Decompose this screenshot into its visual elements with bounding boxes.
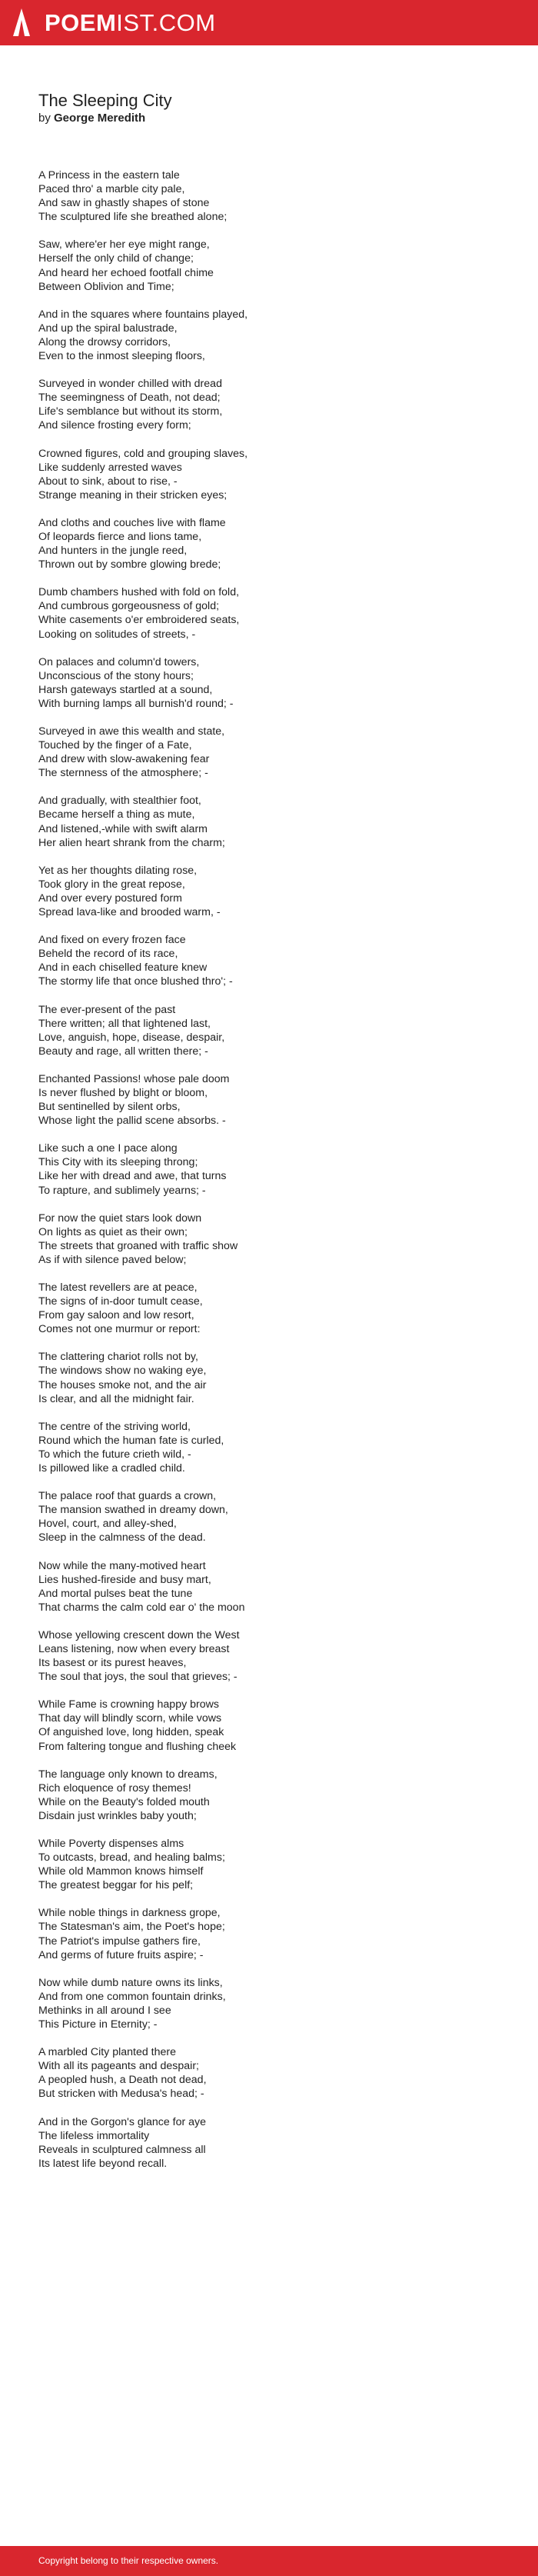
poem-line: About to sink, about to rise, - bbox=[38, 475, 178, 488]
poem-body bbox=[38, 168, 247, 2184]
poem-line: To rapture, and sublimely yearns; - bbox=[38, 1184, 206, 1197]
poem-line: Lies hushed-fireside and busy mart, bbox=[38, 1573, 211, 1586]
poem-line: And gradually, with stealthier foot, bbox=[38, 795, 201, 808]
poem-line: And mortal pulses beat the tune bbox=[38, 1587, 193, 1600]
poem-line: And cloths and couches live with flame bbox=[38, 516, 226, 529]
poem-line: Spread lava-like and brooded warm, - bbox=[38, 906, 221, 919]
byline bbox=[38, 111, 172, 126]
poem-line: Rich eloquence of rosy themes! bbox=[38, 1781, 191, 1795]
poem-line: Like suddenly arrested waves bbox=[38, 461, 182, 474]
poem-line: While noble things in darkness grope, bbox=[38, 1907, 221, 1920]
poem-line: Methinks in all around I see bbox=[38, 2004, 171, 2017]
stanza bbox=[38, 1350, 247, 1405]
poem-line: Its basest or its purest heaves, bbox=[38, 1657, 187, 1670]
poem-line: The Statesman's aim, the Poet's hope; bbox=[38, 1921, 225, 1934]
stanza bbox=[38, 1976, 247, 2031]
poem-line: And drew with slow-awakening fear bbox=[38, 753, 210, 766]
poem-line: Harsh gateways startled at a sound, bbox=[38, 683, 213, 696]
poem-line: The soul that joys, the soul that grieves; - bbox=[38, 1671, 237, 1684]
poem-line: That day will blindly scorn, while vows bbox=[38, 1712, 222, 1725]
stanza bbox=[38, 1768, 247, 1823]
poem-line: Even to the inmost sleeping floors, bbox=[38, 350, 205, 363]
poem-line: Along the drowsy corridors, bbox=[38, 335, 171, 348]
poem-line: With burning lamps all burnish'd round; - bbox=[38, 697, 234, 710]
poem-line: Herself the only child of change; bbox=[38, 252, 194, 265]
poem-line: And over every postured form bbox=[38, 891, 182, 905]
poem-line: Whose light the pallid scene absorbs. - bbox=[38, 1115, 226, 1128]
stanza bbox=[38, 1489, 247, 1545]
poem-line: For now the quiet stars look down bbox=[38, 1211, 202, 1225]
poem-line: And in the Gorgon's glance for aye bbox=[38, 2115, 207, 2128]
poem-line: Beauty and rage, all written there; - bbox=[38, 1045, 208, 1058]
poem-line: And fixed on every frozen face bbox=[38, 934, 186, 947]
poem-line: A marbled City planted there bbox=[38, 2046, 177, 2059]
poem-line: On palaces and column'd towers, bbox=[38, 655, 200, 668]
poem-line: While Poverty dispenses alms bbox=[38, 1838, 184, 1850]
poem-line: Unconscious of the stony hours; bbox=[38, 669, 194, 682]
stanza bbox=[38, 1906, 247, 1961]
poem-line: Took glory in the great repose, bbox=[38, 878, 185, 891]
stanza bbox=[38, 725, 247, 780]
stanza bbox=[38, 1281, 247, 1336]
stanza bbox=[38, 1698, 247, 1753]
poem-line: Sleep in the calmness of the dead. bbox=[38, 1531, 206, 1545]
poem-line: Beheld the record of its race, bbox=[38, 948, 178, 961]
poem-line: And heard her echoed footfall chime bbox=[38, 266, 214, 279]
poem-line: Of anguished love, long hidden, speak bbox=[38, 1726, 224, 1739]
poem-line: From faltering tongue and flushing cheek bbox=[38, 1740, 237, 1753]
poem-line: Paced thro' a marble city pale, bbox=[38, 183, 185, 196]
poem-line: And cumbrous gorgeousness of gold; bbox=[38, 600, 220, 613]
poem-line: Now while dumb nature owns its links, bbox=[38, 1976, 223, 1989]
poem-line: And from one common fountain drinks, bbox=[38, 1990, 226, 2003]
poem-line: The signs of in-door tumult cease, bbox=[38, 1295, 203, 1308]
poem-line: Thrown out by sombre glowing brede; bbox=[38, 558, 221, 572]
poem-line: The palace roof that guards a crown, bbox=[38, 1490, 217, 1503]
poem-line: While old Mammon knows himself bbox=[38, 1865, 204, 1878]
poem-line: From gay saloon and low resort, bbox=[38, 1309, 194, 1322]
poem-line: Dumb chambers hushed with fold on fold, bbox=[38, 586, 240, 599]
stanza bbox=[38, 516, 247, 572]
poem-line: A peopled hush, a Death not dead, bbox=[38, 2074, 207, 2087]
poem-line: And germs of future fruits aspire; - bbox=[38, 1948, 204, 1961]
stanza bbox=[38, 238, 247, 293]
poem-line: The clattering chariot rolls not by, bbox=[38, 1351, 198, 1364]
site-header bbox=[0, 0, 538, 45]
stanza bbox=[38, 1072, 247, 1128]
stanza bbox=[38, 1003, 247, 1058]
stanza bbox=[38, 1420, 247, 1475]
poem-line: A Princess in the eastern tale bbox=[38, 169, 180, 182]
stanza bbox=[38, 308, 247, 363]
poem-line: Is never flushed by blight or bloom, bbox=[38, 1086, 208, 1099]
logo-bold-text: POEM bbox=[45, 9, 117, 36]
author-name[interactable]: George Meredith bbox=[54, 112, 146, 125]
poem-line: The lifeless immortality bbox=[38, 2129, 150, 2142]
poem-line: Like her with dread and awe, that turns bbox=[38, 1170, 227, 1183]
poem-line: The greatest beggar for his pelf; bbox=[38, 1879, 194, 1892]
poem-line: While Fame is crowning happy brows bbox=[38, 1698, 219, 1711]
poem-line: Whose yellowing crescent down the West bbox=[38, 1628, 240, 1641]
poem-line: The windows show no waking eye, bbox=[38, 1365, 207, 1378]
poem-line: And silence frosting every form; bbox=[38, 419, 191, 432]
poem-line: And in each chiselled feature knew bbox=[38, 961, 208, 975]
poem-line: Enchanted Passions! whose pale doom bbox=[38, 1072, 230, 1085]
poem-line: With all its pageants and despair; bbox=[38, 2060, 199, 2073]
poem-line: Is clear, and all the midnight fair. bbox=[38, 1392, 194, 1405]
poem-line: The houses smoke not, and the air bbox=[38, 1378, 207, 1391]
poem-line: Surveyed in wonder chilled with dread bbox=[38, 378, 222, 391]
poem-line: Became herself a thing as mute, bbox=[38, 808, 195, 821]
poem-line: This City with its sleeping throng; bbox=[38, 1156, 198, 1169]
copyright-text: Copyright belong to their respective owners. bbox=[38, 2555, 219, 2566]
poem-line: To which the future crieth wild, - bbox=[38, 1448, 191, 1461]
poem-line: That charms the calm cold ear o' the moon bbox=[38, 1601, 245, 1614]
poem-line: Comes not one murmur or report: bbox=[38, 1323, 201, 1336]
stanza bbox=[38, 1559, 247, 1615]
stanza bbox=[38, 447, 247, 502]
poem-line: The sternness of the atmosphere; - bbox=[38, 767, 208, 780]
poem-line: The streets that groaned with traffic show bbox=[38, 1239, 238, 1252]
poem-line: Between Oblivion and Time; bbox=[38, 280, 174, 293]
stanza bbox=[38, 1628, 247, 1684]
poem-line: Saw, where'er her eye might range, bbox=[38, 238, 210, 252]
poem-line: On lights as quiet as their own; bbox=[38, 1225, 188, 1238]
poem-line: Surveyed in awe this wealth and state, bbox=[38, 725, 225, 738]
stanza bbox=[38, 864, 247, 919]
site-footer bbox=[0, 2546, 538, 2576]
poem-line: The seemingness of Death, not dead; bbox=[38, 392, 221, 405]
stanza bbox=[38, 2115, 247, 2171]
poem-line: As if with silence paved below; bbox=[38, 1253, 187, 1266]
poem-line: The mansion swathed in dreamy down, bbox=[38, 1504, 228, 1517]
poem-line: And saw in ghastly shapes of stone bbox=[38, 197, 210, 210]
poem-line: The centre of the striving world, bbox=[38, 1420, 191, 1433]
poem-line: While on the Beauty's folded mouth bbox=[38, 1795, 210, 1808]
poem-line: Now while the many-motived heart bbox=[38, 1559, 206, 1572]
poem-header bbox=[38, 91, 172, 126]
poem-line: There written; all that lightened last, bbox=[38, 1017, 211, 1030]
stanza bbox=[38, 1837, 247, 1892]
poem-line: The latest revellers are at peace, bbox=[38, 1281, 198, 1294]
poem-line: Is pillowed like a cradled child. bbox=[38, 1462, 185, 1475]
poem-line: Her alien heart shrank from the charm; bbox=[38, 836, 225, 849]
stanza bbox=[38, 1141, 247, 1197]
poem-line: Reveals in sculptured calmness all bbox=[38, 2143, 206, 2156]
stanza bbox=[38, 2045, 247, 2101]
stanza bbox=[38, 168, 247, 224]
poem-line: Love, anguish, hope, disease, despair, bbox=[38, 1031, 225, 1044]
poem-line: Strange meaning in their stricken eyes; bbox=[38, 488, 227, 502]
poem-line: The sculptured life she breathed alone; bbox=[38, 211, 227, 224]
poem-title: The Sleeping City bbox=[38, 91, 172, 110]
poem-line: To outcasts, bread, and healing balms; bbox=[38, 1851, 225, 1865]
stanza bbox=[38, 585, 247, 641]
poem-line: And in the squares where fountains played, bbox=[38, 308, 248, 321]
poem-line: Life's semblance but without its storm, bbox=[38, 405, 223, 418]
poem-line: Yet as her thoughts dilating rose, bbox=[38, 864, 198, 877]
stanza bbox=[38, 377, 247, 432]
poem-line: Looking on solitudes of streets, - bbox=[38, 628, 196, 641]
poem-line: Leans listening, now when every breast bbox=[38, 1642, 230, 1655]
site-logo[interactable] bbox=[45, 10, 216, 36]
poem-line: But stricken with Medusa's head; - bbox=[38, 2088, 204, 2101]
logo-light-text: IST.COM bbox=[116, 9, 216, 36]
poem-line: Round which the human fate is curled, bbox=[38, 1434, 224, 1447]
poem-line: Hovel, court, and alley-shed, bbox=[38, 1518, 177, 1531]
stanza bbox=[38, 794, 247, 849]
poem-line: The ever-present of the past bbox=[38, 1003, 176, 1016]
poem-line: The language only known to dreams, bbox=[38, 1768, 218, 1781]
stanza bbox=[38, 655, 247, 711]
poem-line: Touched by the finger of a Fate, bbox=[38, 739, 192, 752]
byline-prefix: by bbox=[38, 112, 51, 125]
poem-line: But sentinelled by silent orbs, bbox=[38, 1101, 181, 1114]
poem-line: Like such a one I pace along bbox=[38, 1142, 178, 1155]
poem-line: White casements o'er embroidered seats, bbox=[38, 614, 240, 627]
stanza bbox=[38, 1211, 247, 1267]
quill-icon[interactable] bbox=[12, 8, 31, 37]
poem-line: And hunters in the jungle reed, bbox=[38, 545, 188, 558]
poem-line: Its latest life beyond recall. bbox=[38, 2157, 168, 2170]
poem-line: And up the spiral balustrade, bbox=[38, 322, 178, 335]
poem-line: Crowned figures, cold and grouping slaves, bbox=[38, 447, 248, 460]
poem-line: Of leopards fierce and lions tame, bbox=[38, 530, 202, 543]
poem-line: The Patriot's impulse gathers fire, bbox=[38, 1934, 201, 1948]
poem-line: And listened,-while with swift alarm bbox=[38, 822, 208, 835]
stanza bbox=[38, 933, 247, 988]
poem-line: This Picture in Eternity; - bbox=[38, 2018, 158, 2031]
poem-line: Disdain just wrinkles baby youth; bbox=[38, 1809, 197, 1822]
poem-line: The stormy life that once blushed thro'; - bbox=[38, 975, 233, 988]
